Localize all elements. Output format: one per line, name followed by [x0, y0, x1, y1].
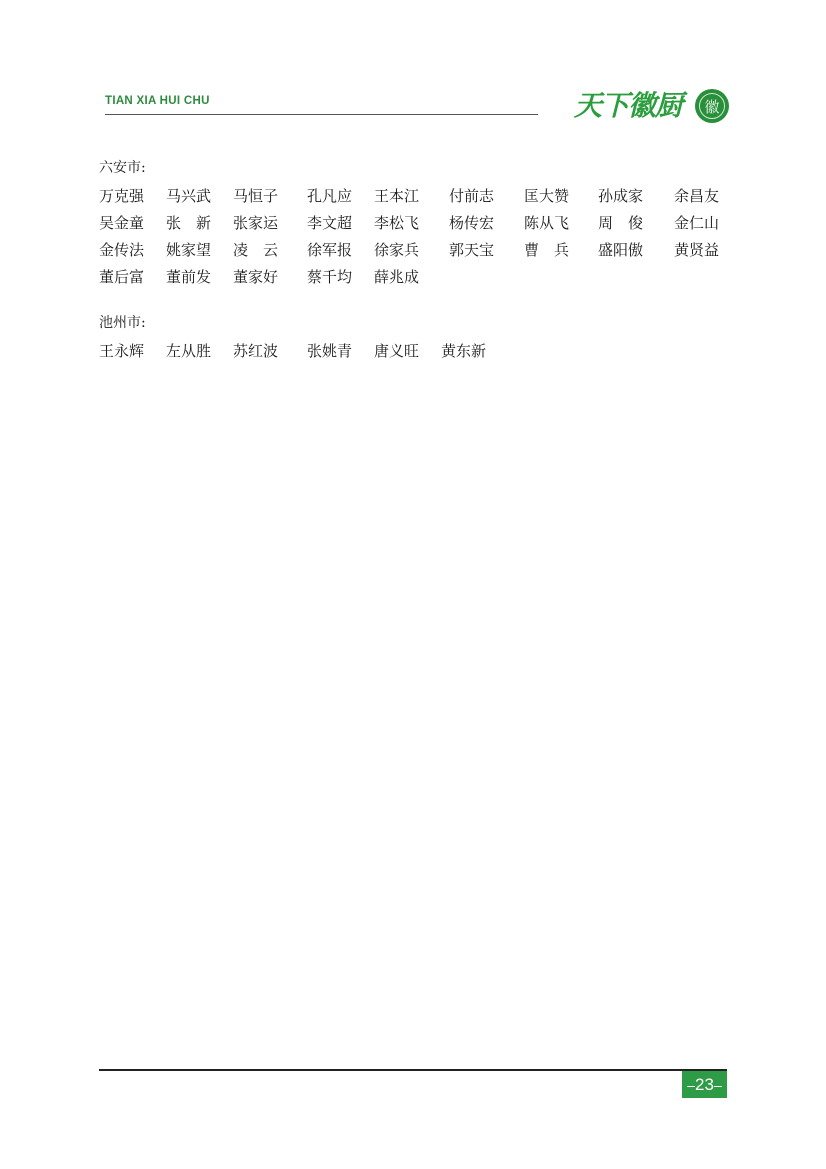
logo-seal-icon — [695, 89, 729, 123]
person-name: 郭天宝 — [449, 241, 495, 259]
section-title-luan: 六安市: — [99, 160, 146, 176]
person-name: 马恒子 — [233, 187, 279, 205]
person-name: 张 新 — [166, 214, 212, 232]
footer-rule — [99, 1069, 727, 1071]
person-name: 董后富 — [99, 268, 145, 286]
person-name: 李文超 — [307, 214, 353, 232]
person-name: 董前发 — [166, 268, 212, 286]
header-rule — [105, 114, 538, 115]
person-name: 杨传宏 — [449, 214, 495, 232]
person-name: 盛阳傲 — [598, 241, 644, 259]
person-name: 蔡千均 — [307, 268, 353, 286]
person-name: 董家好 — [233, 268, 279, 286]
person-name: 左从胜 — [166, 342, 212, 360]
person-name: 金传法 — [99, 241, 145, 259]
person-name: 苏红波 — [233, 342, 279, 360]
person-name: 马兴武 — [166, 187, 212, 205]
logo-text: 天下徽厨 — [574, 89, 683, 122]
person-name: 吴金童 — [99, 214, 145, 232]
seal-glyph: 徽 — [704, 97, 720, 116]
person-name: 周 俊 — [598, 214, 644, 232]
person-name: 曹 兵 — [524, 241, 570, 259]
person-name: 唐义旺 — [374, 342, 420, 360]
person-name: 匡大赞 — [524, 187, 570, 205]
person-name: 李松飞 — [374, 214, 420, 232]
person-name: 陈从飞 — [524, 214, 570, 232]
person-name: 姚家望 — [166, 241, 212, 259]
person-name: 孔凡应 — [307, 187, 353, 205]
person-name: 凌 云 — [233, 241, 279, 259]
person-name: 付前志 — [449, 187, 495, 205]
person-name: 张姚青 — [307, 342, 353, 360]
person-name: 黄东新 — [441, 342, 487, 360]
person-name: 万克强 — [99, 187, 145, 205]
section-title-chizhou: 池州市: — [99, 315, 146, 331]
person-name: 金仁山 — [674, 214, 720, 232]
person-name: 徐军报 — [307, 241, 353, 259]
page-number-badge: – 23 – — [682, 1071, 727, 1098]
person-name: 薛兆成 — [374, 268, 420, 286]
page-number: 23 — [695, 1074, 714, 1094]
person-name: 孙成家 — [598, 187, 644, 205]
header-pinyin: TIAN XIA HUI CHU — [105, 95, 210, 107]
person-name: 王永辉 — [99, 342, 145, 360]
person-name: 王本江 — [374, 187, 420, 205]
person-name: 张家运 — [233, 214, 279, 232]
person-name: 余昌友 — [674, 187, 720, 205]
person-name: 徐家兵 — [374, 241, 420, 259]
person-name: 黄贤益 — [674, 241, 720, 259]
